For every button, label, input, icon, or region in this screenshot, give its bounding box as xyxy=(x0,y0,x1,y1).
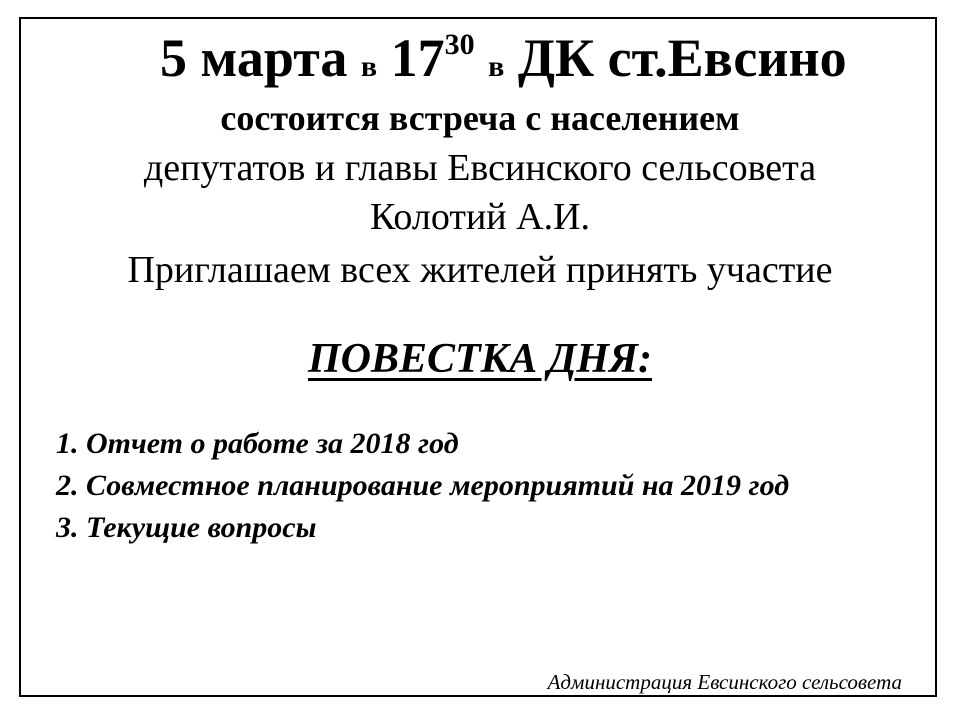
headline-time-minutes: 30 xyxy=(444,28,475,61)
headline-in-word: в xyxy=(360,50,378,83)
agenda-title: ПОВЕСТКА ДНЯ: xyxy=(308,336,652,382)
signature: Администрация Евсинского сельсовета xyxy=(547,670,902,694)
head-name: Колотий А.И. xyxy=(369,196,591,238)
agenda-item: 2. Совместное планирование мероприятий на 2019 год xyxy=(56,469,790,502)
headline-time-hours: 17 xyxy=(390,28,445,88)
invitation-text: Приглашаем всех жителей принять участие xyxy=(127,249,833,291)
headline-in-word-2: в xyxy=(488,50,505,83)
headline-venue: ДК ст.Евсино xyxy=(517,28,847,88)
agenda-list xyxy=(56,423,916,549)
agenda-item: 1. Отчет о работе за 2018 год xyxy=(56,427,459,460)
headline xyxy=(160,26,920,99)
meeting-participants: депутатов и главы Евсинского сельсовета xyxy=(143,147,817,189)
agenda-item: 3. Текущие вопросы xyxy=(56,511,317,544)
headline-date: 5 марта xyxy=(160,28,348,88)
meeting-subtitle: состоится встреча с населением xyxy=(220,98,740,138)
